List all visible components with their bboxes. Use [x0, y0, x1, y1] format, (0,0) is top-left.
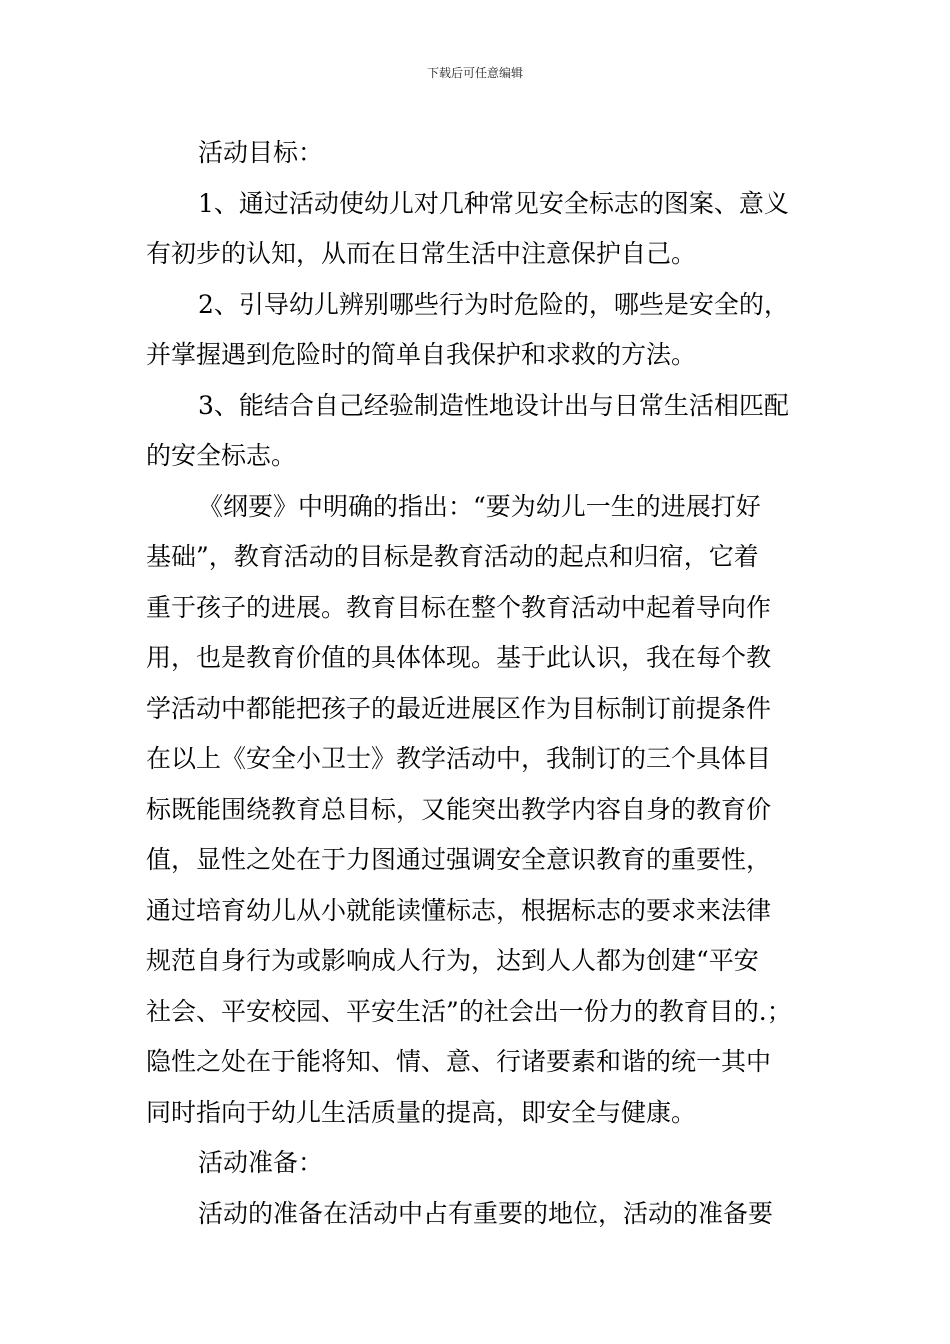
text-line: 1、通过活动使幼儿对几种常见安全标志的图案、意义 [198, 188, 789, 218]
text-line: 活动目标： [198, 138, 324, 167]
text-line: 学活动中都能把孩子的最近进展区作为目标制订前提条件 [146, 693, 772, 723]
text-line: 2、引导幼儿辨别哪些行为时危险的，哪些是安全的， [198, 289, 789, 319]
text-line: 活动准备： [198, 1148, 324, 1177]
page-header-note: 下载后可任意编辑 [426, 66, 523, 80]
text-line: 并掌握遇到危险时的简单自我保护和求救的方法。 [146, 340, 697, 369]
text-line: 通过培育幼儿从小就能读懂标志，根据标志的要求来法律 [146, 895, 772, 925]
text-line: 标既能围绕教育总目标，又能突出教学内容自身的教育价 [146, 794, 772, 824]
text-line: 的安全标志。 [146, 441, 297, 470]
text-line: 《纲要》中明确的指出：“要为幼儿一生的进展打好 [198, 491, 761, 521]
text-line: 在以上《安全小卫士》教学活动中，我制订的三个具体目 [146, 744, 772, 773]
text-line: 规范自身行为或影响成人行为，达到人人都为创建“平安 [146, 946, 759, 975]
text-line: 社会、平安校园、平安生活”的社会出一份力的教育目的.； [146, 996, 792, 1026]
text-line: 同时指向于幼儿生活质量的提高，即安全与健康。 [146, 1097, 697, 1127]
text-line: 3、能结合自己经验制造性地设计出与日常生活相匹配 [198, 390, 789, 420]
text-line: 基础”，教育活动的目标是教育活动的起点和归宿，它着 [146, 542, 759, 571]
text-line: 用，也是教育价值的具体体现。基于此认识，我在每个教 [146, 643, 772, 672]
text-line: 有初步的认知，从而在日常生活中注意保护自己。 [146, 239, 697, 268]
text-line: 活动的准备在活动中占有重要的地位，活动的准备要 [198, 1198, 774, 1228]
text-line: 值，显性之处在于力图通过强调安全意识教育的重要性， [146, 845, 772, 874]
text-line: 重于孩子的进展。教育目标在整个教育活动中起着导向作 [146, 592, 772, 622]
document-body [146, 128, 806, 1239]
text-line: 隐性之处在于能将知、情、意、行诸要素和谐的统一其中 [146, 1047, 772, 1076]
